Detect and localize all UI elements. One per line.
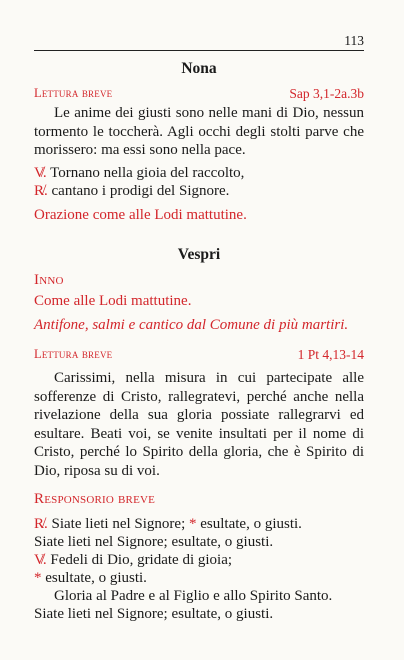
nona-versicle [34, 164, 364, 183]
vespri-antifone: Antifone, salmi e cantico dal Comune di più martiri. [34, 317, 349, 333]
vespri-lettura-text: Carissimi, nella misura in cui partecipate alle sofferenze di Cristo, rallegratevi, perché anche nella rivelazione della sua gloria possiate rallegrarvi ed esultare. Beati voi, se venite insultati per il nome di Cristo, perché lo Spirito della gloria, che è Spirito di Dio, riposa su di voi. [34, 370, 364, 479]
vespri-inno-label: Inno [34, 272, 64, 288]
vespri-lettura-row [34, 347, 364, 363]
vespri-lettura-reference: 1 Pt 4,13-14 [297, 347, 364, 362]
responsorio-line-1 [34, 515, 364, 534]
responsorio-text: esultate, o giusti. [196, 516, 302, 532]
vespri-title: Vespri [177, 246, 221, 263]
nona-response [34, 182, 364, 201]
responsorio-line-6: Siate lieti nel Signore; esultate, o giusti. [34, 606, 274, 622]
nona-lettura-text: Le anime dei giusti sono nelle mani di Dio, nessun tormento le toccherà. Agli occhi degli stolti parve che morissero: ma essi sono nella pace. [34, 105, 364, 158]
responsorio-line-5: Gloria al Padre e al Figlio e allo Spirito Santo. [54, 588, 333, 604]
nona-title: Nona [181, 60, 217, 77]
responsorio-text: Siate lieti nel Signore; [47, 516, 189, 532]
nona-orazione: Orazione come alle Lodi mattutine. [34, 207, 247, 223]
response-symbol: R̸. [34, 516, 48, 532]
responsorio-line-2: Siate lieti nel Signore; esultate, o giusti. [34, 534, 274, 550]
nona-lettura-row [34, 86, 364, 102]
vespri-lettura-label: Lettura breve [34, 347, 113, 361]
versicle-symbol: V̸. [34, 552, 47, 568]
responsorio-line-3 [34, 551, 364, 570]
responsorio-label: Responsorio breve [34, 491, 156, 507]
versicle-symbol: V̸. [34, 165, 47, 181]
nona-lettura-reference: Sap 3,1-2a.3b [289, 86, 364, 101]
asterisk-mark: * [34, 570, 42, 586]
vespri-inno-text: Come alle Lodi mattutine. [34, 293, 192, 309]
versicle-text: Tornano nella gioia del raccolto, [46, 165, 245, 181]
response-symbol: R̸. [34, 183, 48, 199]
page-number: 113 [344, 33, 364, 48]
responsorio-text: Fedeli di Dio, gridate di gioia; [46, 552, 233, 568]
response-text: cantano i prodigi del Signore. [47, 183, 230, 199]
nona-lettura-label: Lettura breve [34, 86, 113, 100]
responsorio-text: esultate, o giusti. [41, 570, 147, 586]
asterisk-mark: * [189, 516, 197, 532]
header-rule [34, 50, 364, 51]
responsorio-line-4 [34, 569, 364, 588]
